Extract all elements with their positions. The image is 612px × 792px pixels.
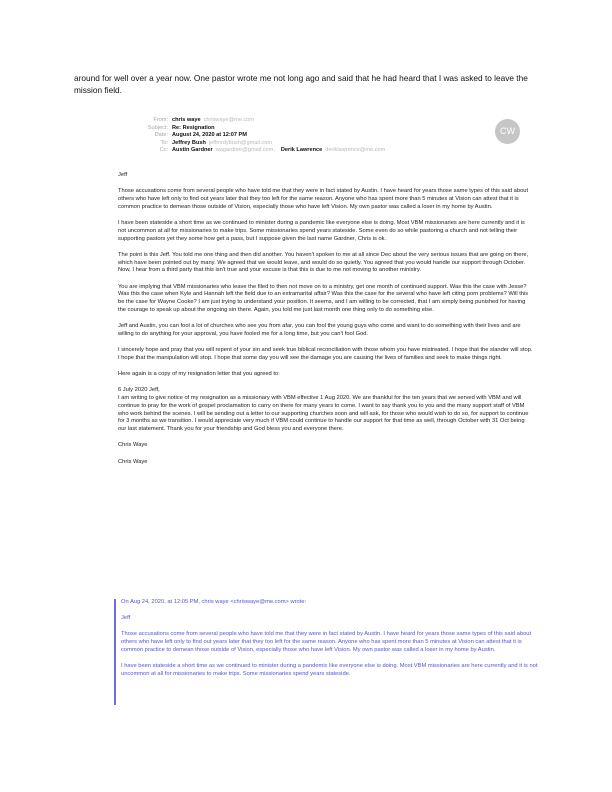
date-row bbox=[118, 132, 518, 140]
body-paragraph: The point is this Jeff. You told me one thing and then did another. You haven't spoken to me at all since Dec about the very serious issues that are going on there, which have been pointed out by many. We agreed that we would leave, and would do so quietly. You agreed that you would handle our support through October. Now, I hear from a third party that this isn't true and your excuse is that this is due to me not moving to another ministry. bbox=[118, 251, 529, 274]
to-email: jeffmrdybush@gmail.com bbox=[208, 139, 272, 146]
email-body bbox=[118, 172, 534, 475]
avatar: CW bbox=[495, 119, 520, 144]
body-paragraph: I sincerely hope and pray that you will repent of your sin and seek true biblical reconciliation with those whom you have mistreated. I hope that the slander will stop. I hope that the manipulation will stop. I hope that some day you will see the damage you are causing the lives of families and seek to make things right. bbox=[118, 347, 533, 361]
body-paragraph: You are implying that VBM missionaries who leave the filed to then not move on to a ministry, get one month of continued support. Was this the case with Jesse? Was this the case when Kyle and Hannah left the field due to an extramarital affair? Was this the case for the several who have left citing porn problems? Will this be the case for Wayne Cooke? I am just trying to understand your position. It seems, and I am willing to be corrected, that I am simply being punished for having the courage to speak up about the ongoing sin there. Again, you told me just last month one thing only to do something else. bbox=[118, 283, 529, 313]
subject-label: Subject: bbox=[147, 124, 168, 131]
signature: Chris Waye bbox=[118, 442, 148, 449]
signature: Chris Waye bbox=[118, 458, 148, 465]
intro-paragraph: around for well over a year now. One pastor wrote me not long ago and said that he had heard that I was asked to leave the mission field. bbox=[74, 73, 528, 95]
cc1-email: wagardner@gmail.com, bbox=[215, 147, 275, 154]
cc1-name: Austin Gardner bbox=[172, 147, 213, 154]
to-name: Jeffrey Bush bbox=[172, 139, 206, 146]
date-value: August 24, 2020 at 12:07 PM bbox=[172, 132, 247, 139]
from-name: chris waye bbox=[172, 117, 201, 123]
body-paragraph: Here again is a copy of my resignation letter that you agreed to: bbox=[118, 371, 280, 378]
email-header bbox=[118, 117, 518, 155]
cc2-name: Derik Lawrence bbox=[280, 147, 323, 154]
cc-row bbox=[118, 147, 518, 155]
date-label: Date: bbox=[154, 132, 168, 139]
greeting: Jeff bbox=[118, 172, 128, 178]
body-paragraph: I have been stateside a short time as we continued to minister during a pandemic like everyone else is doing. Most VBM missionaries are here currently and it is not uncommon at all for missionaries to make trips. Some missionaries spend years stateside. Some even do so while pastoring a church and not telling their supporting pastors yet they some how get a pass, but I suppose given the last name Gardner, Chris is ok. bbox=[118, 219, 525, 242]
body-paragraph: Jeff and Austin, you can fool a lot of churches who see you from afar, you can fool the young guys who come and want to do something with their lives and are willing to do anything for your approval, you have fooled me for a long time, but you can't fool God. bbox=[118, 323, 521, 337]
quoted-message bbox=[114, 599, 539, 705]
letter-text: I am writing to give notice of my resignation as a missionary with VBM effective 1 Aug 2020. We are thankful for the ten years that we served with VBM and will continue to pray for the work of gospel proclamation to carry on there for many years to come. I want to say thank you to you and the many support staff of VBM who work behind the scenes. I will be sending out a letter to our supporting churches soon and will ask, for those who would wish to do so, for support to continue for 3 months as we transition. I would appreciate very much if VBM could continue to handle our support for that time as well, through October with 31 Oct being our last statement. Thank you for your friendship and God bless you and everyone there. bbox=[118, 395, 529, 433]
quote-greeting: Jeff bbox=[121, 615, 131, 622]
letter-date: 6 July 2020 Jeff, bbox=[118, 387, 160, 394]
from-email: chriswaye@me.com bbox=[203, 117, 255, 123]
cc-label: Cc: bbox=[159, 147, 168, 154]
body-paragraph: Those accusations come from several people who have told me that they were in fact stated by Austin. I have heard for years those same types of this said about others who have left only to find out years later that they too left for the same reason. Anyone who has spent more than 5 minutes at Vision can attest that it is common practice to demean those outside of Vision, especially those who have left Vision. My own pastor was called a loser in my home by Austin. bbox=[118, 188, 529, 210]
quote-paragraph: I have been stateside a short time as we continued to minister during a pandemic like everyone else is doing. Most VBM missionaries are here currently and it is not uncommon at all for missionaries to make trips. Some missionaries spend years stateside. bbox=[121, 663, 538, 677]
quote-paragraph: Those accusations come from several people who have told me that they were in fact stated by Austin. I have heard for years those same types of this said about others who have left only to find out years later that they too left for the same reason. Anyone who has spent more than 5 minutes at Vision can attest that it is common practice to demean those outside of Vision, especially those who have left Vision. My own pastor was called a loser in my home by Austin. bbox=[121, 631, 532, 653]
from-label: From: bbox=[153, 117, 168, 123]
cc2-email: deriklawrence@me.com bbox=[325, 147, 386, 154]
to-row bbox=[118, 140, 518, 148]
from-row bbox=[118, 117, 518, 125]
to-label: To: bbox=[160, 139, 168, 146]
quote-attribution: On Aug 24, 2020, at 12:05 PM, chris waye <chriswaye@me.com> wrote: bbox=[121, 599, 307, 605]
quote-fade bbox=[116, 697, 539, 705]
subject-row bbox=[118, 125, 518, 133]
subject-value: Re: Resignation bbox=[172, 124, 215, 131]
